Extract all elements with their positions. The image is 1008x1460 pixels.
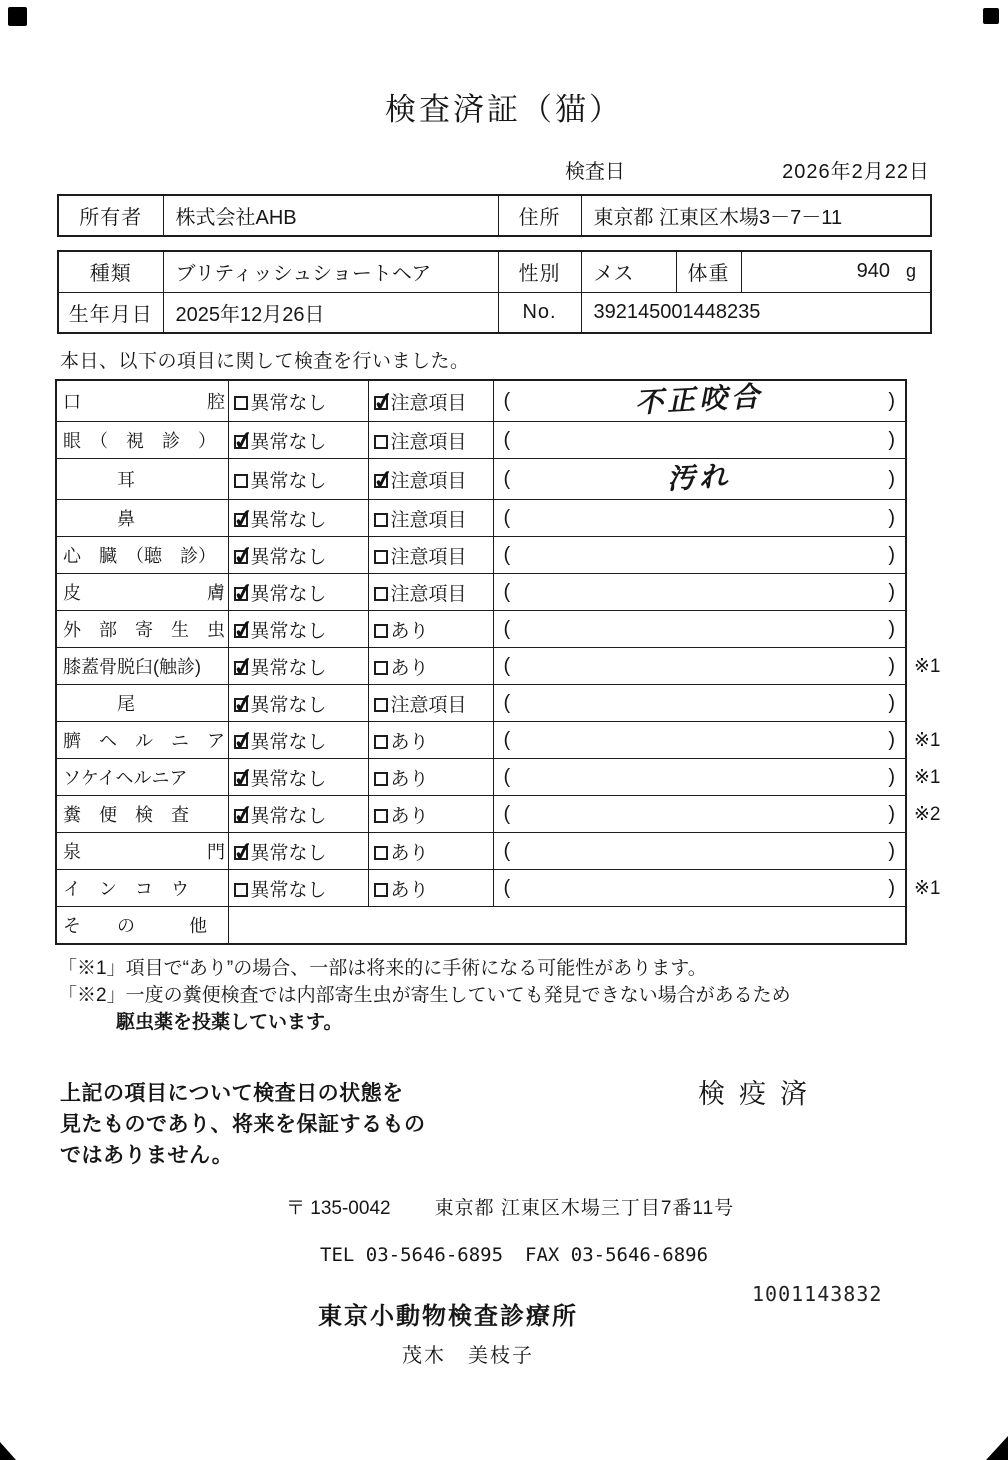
footnote-mark <box>906 685 942 722</box>
paren-open: ( <box>503 428 511 451</box>
checkbox-normal-label: 異常なし <box>250 657 327 679</box>
inspection-date-value: 2026年2月22日 <box>782 161 930 183</box>
handwritten-note <box>510 727 888 747</box>
handwritten-note <box>510 616 888 636</box>
checkbox-normal-label: 異常なし <box>250 431 327 453</box>
sex-value: メス <box>581 251 676 292</box>
checkbox-normal-label: 異常なし <box>250 842 327 864</box>
paren-close: ) <box>888 876 895 899</box>
exam-item-label: 膝蓋骨脱臼(触診) <box>56 648 228 685</box>
paren-open: ( <box>503 802 511 825</box>
checkbox-present <box>374 883 388 897</box>
footnote-mark <box>906 574 942 611</box>
checkbox-caution-label: 注意項目 <box>390 546 467 568</box>
exam-row <box>56 833 942 870</box>
checkbox-caution <box>374 587 388 601</box>
breed-label: 種類 <box>58 251 163 292</box>
checkbox-normal <box>234 513 248 527</box>
footnote-2-line2: 駆虫薬を投薬しています。 <box>116 1011 343 1033</box>
owner-label: 所有者 <box>58 195 163 236</box>
checkbox-caution <box>374 513 388 527</box>
paren-close: ) <box>888 389 895 412</box>
footnote-2-line1: 「※2」一度の糞便検査では内部寄生虫が寄生していても発見できない場合があるため <box>58 984 791 1006</box>
disclaimer-line3: ではありません。 <box>60 1143 234 1167</box>
checkbox-present-label: あり <box>390 620 429 642</box>
disclaimer-statement <box>60 1078 480 1171</box>
checkbox-normal-label: 異常なし <box>250 620 327 642</box>
weight-cell <box>741 251 931 292</box>
checkbox-caution <box>374 550 388 564</box>
footnote-mark <box>906 833 942 870</box>
handwritten-note <box>510 653 888 673</box>
exam-item-label: ソケイヘルニア <box>56 759 228 796</box>
checkbox-normal-label: 異常なし <box>250 583 327 605</box>
checkbox-caution-label: 注意項目 <box>390 392 467 414</box>
other-empty-cell <box>228 907 906 944</box>
checkbox-caution-label: 注意項目 <box>390 431 467 453</box>
handwritten-note <box>510 579 888 599</box>
footnote-mark <box>906 459 942 500</box>
inspection-date-label: 検査日 <box>565 161 625 183</box>
paren-close: ) <box>888 728 895 751</box>
footnote-mark: ※2 <box>914 803 941 825</box>
quarantine-cleared-stamp: 検疫済 <box>698 1079 821 1109</box>
checkbox-normal <box>234 735 248 749</box>
checkbox-present <box>374 846 388 860</box>
sex-label: 性別 <box>498 251 581 292</box>
paren-open: ( <box>503 617 511 640</box>
paren-open: ( <box>503 728 511 751</box>
paren-open: ( <box>503 876 511 899</box>
checkbox-normal <box>234 396 248 410</box>
exam-item-label: 皮 膚 <box>56 574 228 611</box>
exam-item-label: 外 部 寄 生 虫 <box>56 611 228 648</box>
paren-close: ) <box>888 506 895 529</box>
scan-mark-top-left <box>8 7 27 26</box>
exam-row <box>56 537 942 574</box>
exam-item-label: 口 腔 <box>56 380 228 422</box>
checkbox-normal-label: 異常なし <box>250 879 327 901</box>
handwritten-note: 汚れ <box>666 459 732 496</box>
tel-number: TEL 03-5646-6895 <box>320 1243 504 1266</box>
serial-number: 1001143832 <box>752 1282 883 1306</box>
document-title: 検査済証（猫） <box>385 92 623 127</box>
address-value: 東京都 江東区木場3－7－11 <box>581 195 931 236</box>
handwritten-note <box>510 875 888 895</box>
number-label: No. <box>498 292 581 333</box>
exam-item-label: 眼 （ 視 診 ） <box>56 422 228 459</box>
birth-value: 2025年12月26日 <box>163 292 498 333</box>
footnote-mark: ※1 <box>914 729 941 751</box>
exam-item-label: そ の 他 <box>56 907 228 944</box>
exam-row <box>56 759 942 796</box>
scan-mark-bottom-left <box>0 1442 16 1460</box>
checkbox-normal-label: 異常なし <box>250 805 327 827</box>
checkbox-caution-label: 注意項目 <box>390 470 467 492</box>
footnote-mark: ※1 <box>914 766 941 788</box>
handwritten-note <box>510 427 888 447</box>
paren-open: ( <box>503 467 511 490</box>
weight-value: 940 <box>856 260 890 283</box>
checkbox-caution-label: 注意項目 <box>390 509 467 531</box>
exam-row <box>56 907 942 944</box>
exam-row <box>56 611 942 648</box>
paren-open: ( <box>503 389 511 412</box>
checkbox-normal <box>234 550 248 564</box>
clinic-name: 東京小動物検査診療所 <box>318 1302 578 1330</box>
exam-row <box>56 500 942 537</box>
checkbox-present-label: あり <box>390 842 429 864</box>
handwritten-note: 不正咬合 <box>634 379 764 420</box>
handwritten-note <box>510 690 888 710</box>
owner-info-table <box>57 194 932 237</box>
exam-row <box>56 796 942 833</box>
address-label: 住所 <box>498 195 581 236</box>
footnote-mark: ※1 <box>914 877 941 899</box>
checkbox-caution-label: 注意項目 <box>390 694 467 716</box>
checkbox-normal-label: 異常なし <box>250 768 327 790</box>
checkbox-caution <box>374 474 388 488</box>
exam-item-label: 耳 <box>56 459 228 500</box>
handwritten-note <box>510 505 888 525</box>
footnote-mark <box>906 611 942 648</box>
breed-row <box>58 251 931 292</box>
footnote-mark <box>906 380 942 422</box>
checkbox-normal <box>234 698 248 712</box>
paren-close: ) <box>888 691 895 714</box>
footnote-1: 「※1」項目で“あり”の場合、一部は将来的に手術になる可能性があります。 <box>58 957 707 979</box>
exam-item-label: 臍 ヘ ル ニ ア <box>56 722 228 759</box>
checkbox-present-label: あり <box>390 731 429 753</box>
checkbox-normal <box>234 587 248 601</box>
checkbox-normal-label: 異常なし <box>250 546 327 568</box>
weight-unit: g <box>905 261 916 282</box>
checkbox-normal <box>234 883 248 897</box>
exam-row <box>56 574 942 611</box>
handwritten-note <box>510 764 888 784</box>
checkbox-present-label: あり <box>390 768 429 790</box>
checkbox-present-label: あり <box>390 657 429 679</box>
exam-row <box>56 380 942 422</box>
paren-close: ) <box>888 839 895 862</box>
birth-row <box>58 292 931 333</box>
checkbox-caution <box>374 698 388 712</box>
checkbox-present <box>374 661 388 675</box>
fax-number: FAX 03-5646-6896 <box>525 1243 709 1266</box>
tel-fax-line <box>320 1244 1008 1266</box>
paren-open: ( <box>503 580 511 603</box>
clinic-address-line <box>286 1193 1008 1220</box>
footnote-mark <box>906 500 942 537</box>
handwritten-note <box>510 801 888 821</box>
handwritten-note <box>510 838 888 858</box>
scan-mark-bottom-right <box>986 1436 1008 1460</box>
checkbox-normal-label: 異常なし <box>250 470 327 492</box>
paren-close: ) <box>888 467 895 490</box>
checkbox-present <box>374 735 388 749</box>
checkbox-caution-label: 注意項目 <box>390 583 467 605</box>
exam-row <box>56 685 942 722</box>
scan-mark-top-right <box>983 8 999 24</box>
exam-item-label: イ ン コ ウ <box>56 870 228 907</box>
checkbox-present <box>374 624 388 638</box>
checkbox-present <box>374 772 388 786</box>
birth-label: 生年月日 <box>58 292 163 333</box>
inspection-date-row <box>57 155 930 184</box>
exam-row <box>56 459 942 500</box>
checkbox-normal-label: 異常なし <box>250 731 327 753</box>
owner-value: 株式会社AHB <box>163 195 498 236</box>
exam-item-label: 糞 便 検 査 <box>56 796 228 833</box>
clinic-address: 東京都 江東区木場三丁目7番11号 <box>434 1197 735 1219</box>
intro-text: 本日、以下の項目に関して検査を行いました。 <box>60 351 470 372</box>
checkbox-caution <box>374 435 388 449</box>
paren-open: ( <box>503 691 511 714</box>
footnote-mark <box>906 537 942 574</box>
checkbox-present <box>374 809 388 823</box>
footnote-mark <box>906 422 942 459</box>
exam-row <box>56 648 942 685</box>
checkbox-normal-label: 異常なし <box>250 509 327 531</box>
owner-row <box>58 195 931 236</box>
checkbox-normal <box>234 772 248 786</box>
checkbox-present-label: あり <box>390 805 429 827</box>
footnote-mark <box>906 907 942 944</box>
exam-item-label: 尾 <box>56 685 228 722</box>
paren-close: ) <box>888 765 895 788</box>
animal-info-table <box>57 250 932 334</box>
number-value: 392145001448235 <box>581 292 931 333</box>
paren-close: ) <box>888 543 895 566</box>
checkbox-normal-label: 異常なし <box>250 392 327 414</box>
postal-code: 〒 135-0042 <box>286 1197 391 1219</box>
exam-row <box>56 870 942 907</box>
exam-table <box>55 379 943 945</box>
paren-open: ( <box>503 839 511 862</box>
paren-open: ( <box>503 654 511 677</box>
paren-open: ( <box>503 506 511 529</box>
weight-label: 体重 <box>676 251 741 292</box>
disclaimer-line1: 上記の項目について検査日の状態を <box>60 1081 404 1105</box>
exam-item-label: 鼻 <box>56 500 228 537</box>
exam-row <box>56 722 942 759</box>
examiner-name: 茂木 美枝子 <box>402 1344 534 1367</box>
paren-close: ) <box>888 802 895 825</box>
checkbox-caution <box>374 396 388 410</box>
handwritten-note <box>510 542 888 562</box>
breed-value: ブリティッシュショートヘア <box>163 251 498 292</box>
checkbox-normal <box>234 624 248 638</box>
exam-item-label: 心 臓 （聴 診） <box>56 537 228 574</box>
paren-open: ( <box>503 765 511 788</box>
paren-close: ) <box>888 580 895 603</box>
checkbox-normal <box>234 809 248 823</box>
checkbox-normal <box>234 661 248 675</box>
checkbox-normal <box>234 435 248 449</box>
paren-close: ) <box>888 428 895 451</box>
footnotes <box>58 955 1008 1036</box>
paren-open: ( <box>503 543 511 566</box>
checkbox-normal <box>234 846 248 860</box>
disclaimer-line2: 見たものであり、将来を保証するもの <box>60 1112 426 1136</box>
footnote-mark: ※1 <box>914 655 941 677</box>
checkbox-present-label: あり <box>390 879 429 901</box>
paren-close: ) <box>888 654 895 677</box>
checkbox-normal-label: 異常なし <box>250 694 327 716</box>
checkbox-normal <box>234 474 248 488</box>
paren-close: ) <box>888 617 895 640</box>
exam-item-label: 泉 門 <box>56 833 228 870</box>
